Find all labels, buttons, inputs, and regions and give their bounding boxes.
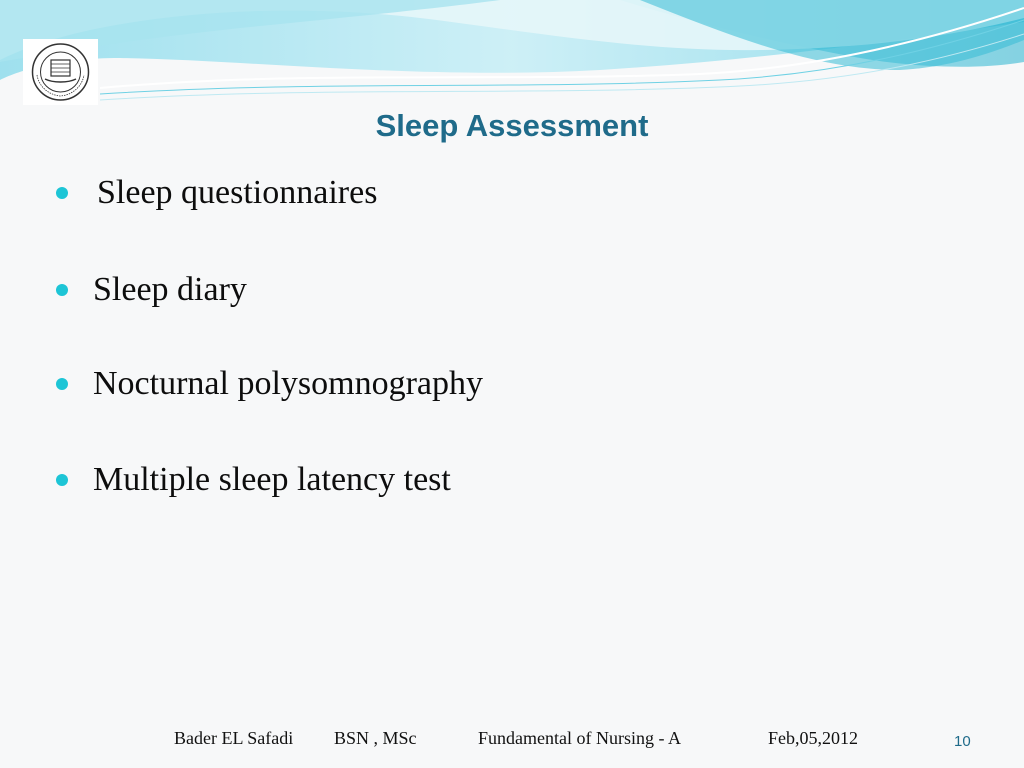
page-number: 10	[954, 733, 971, 750]
bullet-item	[56, 460, 451, 500]
footer-date: Feb,05,2012	[768, 728, 858, 748]
bullet-text: Nocturnal polysomnography	[93, 365, 483, 402]
slide-title: Sleep Assessment	[375, 108, 649, 143]
footer-degree: BSN , MSc	[334, 728, 417, 748]
footer-course: Fundamental of Nursing - A	[478, 728, 681, 748]
bullet-dot-icon	[56, 187, 68, 199]
bullet-item	[56, 173, 377, 213]
bullet-item	[56, 270, 247, 310]
bullet-item	[56, 364, 483, 404]
bullet-dot-icon	[56, 474, 68, 486]
footer-author: Bader EL Safadi	[174, 728, 294, 748]
bullet-dot-icon	[56, 378, 68, 390]
bullet-text: Sleep diary	[93, 271, 247, 308]
bullet-text: Multiple sleep latency test	[93, 461, 451, 498]
bullet-text: Sleep questionnaires	[97, 174, 378, 211]
bullet-dot-icon	[56, 284, 68, 296]
